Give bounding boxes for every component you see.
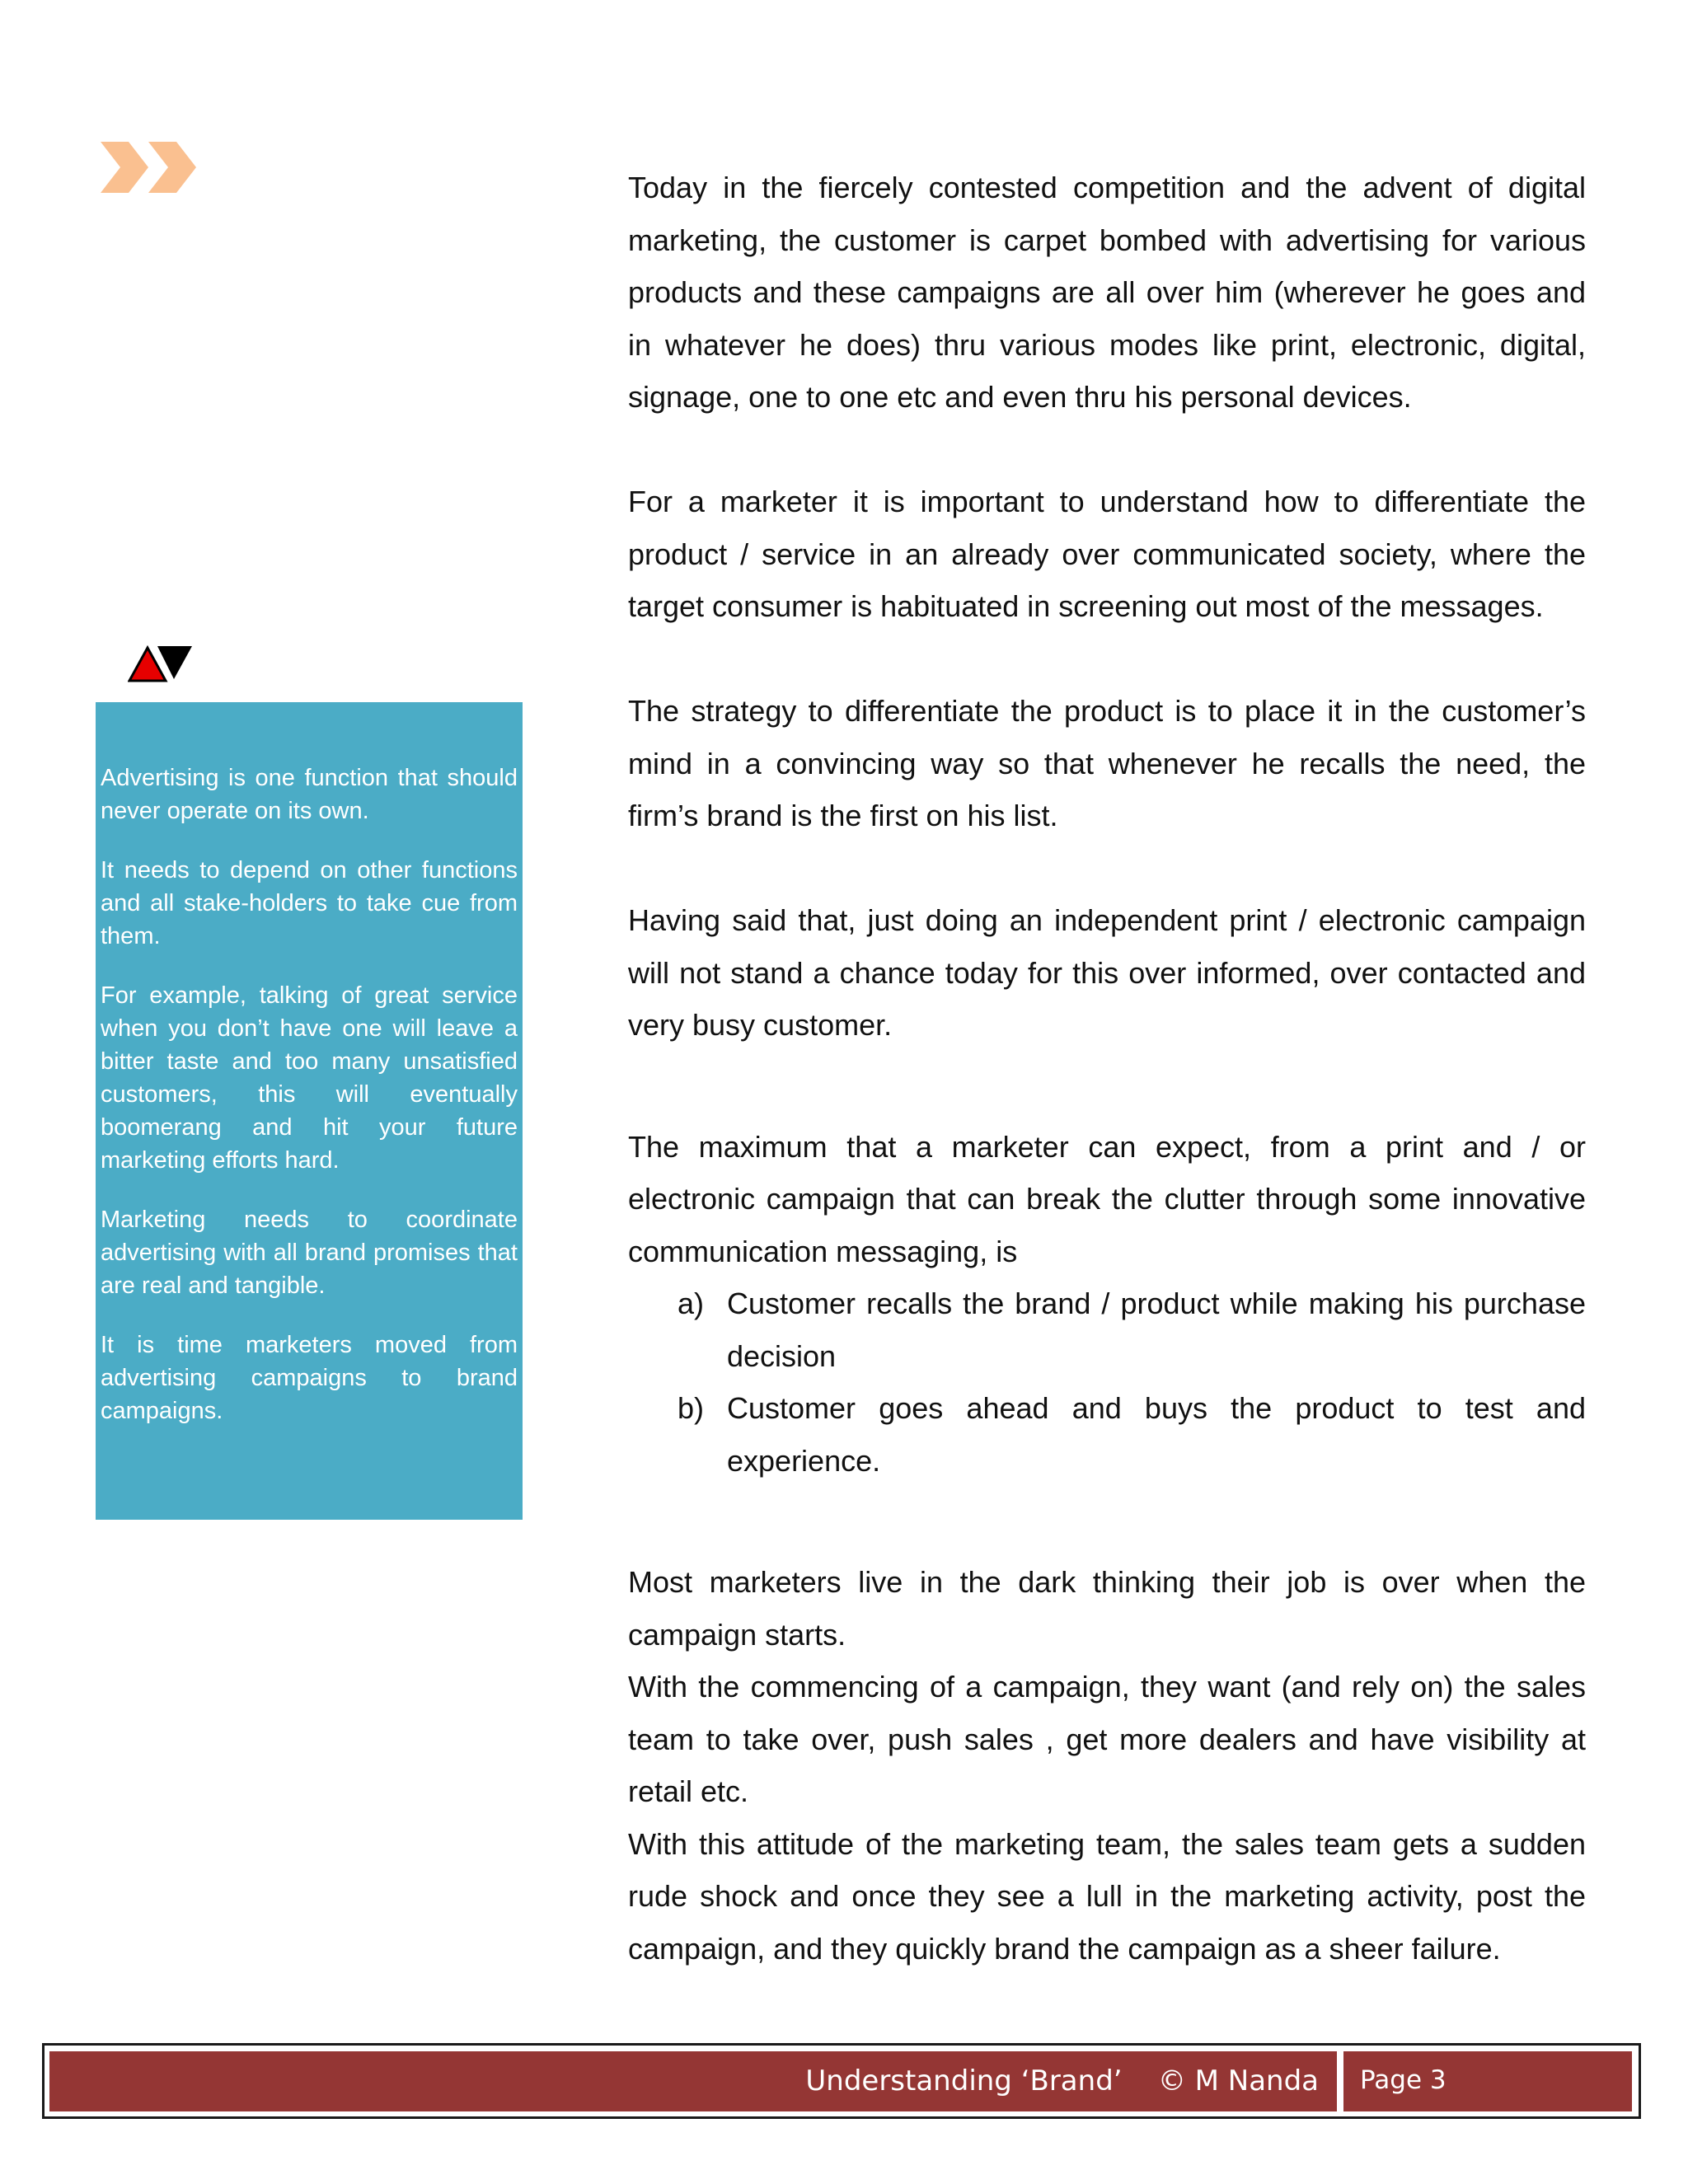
- list-item-text: Customer recalls the brand / product while making his purchase decision: [727, 1286, 1586, 1373]
- page-number: Page 3: [1343, 2051, 1632, 2111]
- list-marker: b): [678, 1391, 705, 1425]
- sidebar-paragraph: It needs to depend on other functions and all stake-holders to take cue from them.: [101, 857, 518, 949]
- body-paragraph: For a marketer it is important to understand how to differentiate the product / service in an already over communicated society, where the target consumer is habituated in screening out most of the messages.: [628, 485, 1586, 623]
- list-item: [628, 1382, 1586, 1487]
- triangle-logo-icon: [128, 644, 194, 682]
- body-paragraph: The maximum that a marketer can expect, from a print and / or electronic campaign that can break the clutter through some innovative communication messaging, is: [628, 1129, 1586, 1268]
- body-paragraph: The strategy to differentiate the product is to place it in the customer’s mind in a convincing way so that whenever he recalls the need, the firm’s brand is the first on his list.: [628, 694, 1586, 832]
- list-item: [628, 1277, 1586, 1382]
- chevron-arrows-icon: [101, 142, 198, 193]
- body-paragraph: Most marketers live in the dark thinking their job is over when the campaign starts.: [628, 1565, 1586, 1652]
- list-item-text: Customer goes ahead and buys the product to test and experience.: [727, 1391, 1586, 1478]
- sidebar-paragraph: Advertising is one function that should never operate on its own.: [101, 765, 518, 824]
- main-body-text: [628, 162, 1586, 1975]
- body-paragraph: With the commencing of a campaign, they want (and rely on) the sales team to take over, push sales , get more dealers and have visibility at retail etc.: [628, 1670, 1586, 1808]
- sidebar-paragraph: It is time marketers moved from advertising campaigns to brand campaigns.: [101, 1332, 518, 1424]
- sidebar-paragraph: Marketing needs to coordinate advertising with all brand promises that are real and tangible.: [101, 1207, 518, 1299]
- sidebar-callout: [96, 702, 523, 1520]
- footer-title: Understanding ‘Brand’ © M Nanda: [49, 2051, 1337, 2111]
- body-paragraph: With this attitude of the marketing team, the sales team gets a sudden rude shock and once they see a lull in the marketing activity, post the campaign, and they quickly brand the campaign as a sheer failure.: [628, 1826, 1586, 1966]
- body-paragraph: Today in the fiercely contested competition and the advent of digital marketing, the customer is carpet bombed with advertising for various products and these campaigns are all over him (wherever he goes and in whatever he does) thru various modes like print, electronic, digital, signage, one to one etc and even thru his personal devices.: [628, 171, 1586, 414]
- list-marker: a): [678, 1286, 705, 1320]
- sidebar-paragraph: For example, talking of great service when you don’t have one will leave a bitter taste and too many unsatisfied customers, this will eventually boomerang and hit your future marketing efforts hard.: [101, 982, 518, 1174]
- outcome-list: [628, 1277, 1586, 1487]
- body-paragraph: Having said that, just doing an independent print / electronic campaign will not stand a chance today for this over informed, over contacted and very busy customer.: [628, 903, 1586, 1042]
